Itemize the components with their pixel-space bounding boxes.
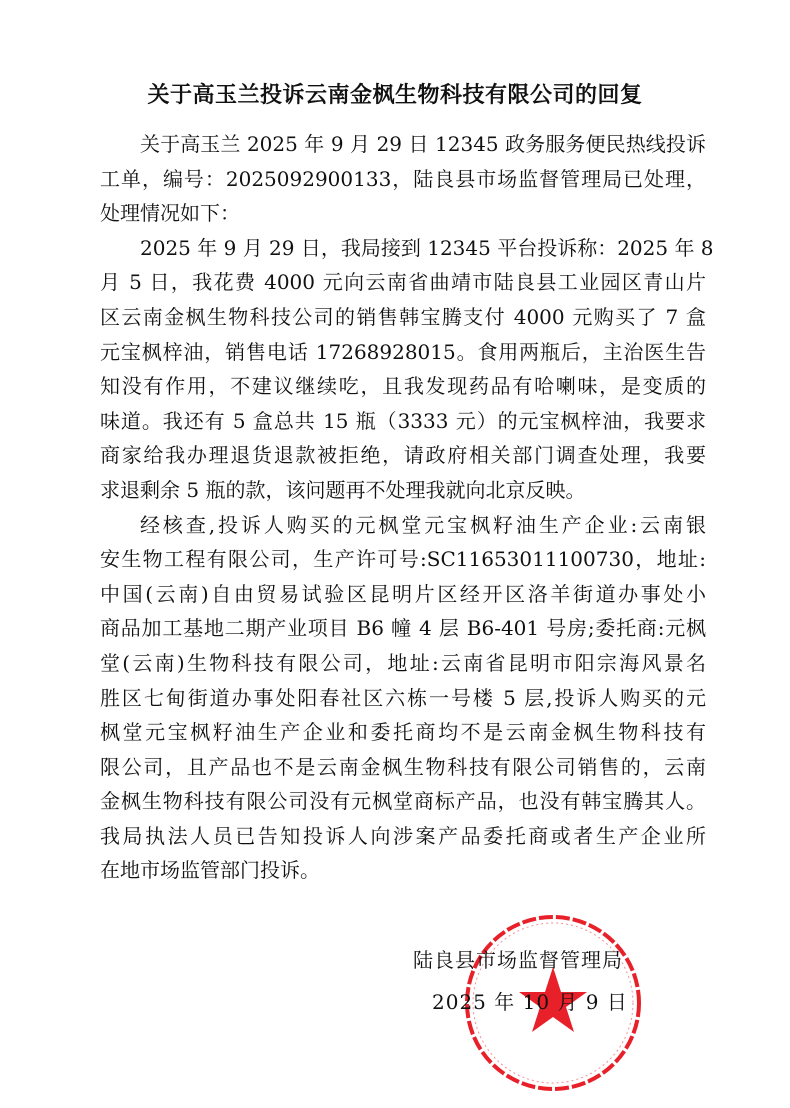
text-line: 味道。我还有 5 盒总共 15 瓶（3333 元）的元宝枫梓油，我要求 bbox=[100, 408, 706, 433]
text-line: 安生物工程有限公司，生产许可号:SC11653011100730，地址: bbox=[100, 547, 706, 572]
text-line: 限公司，且产品也不是云南金枫生物科技有限公司销售的，云南 bbox=[100, 754, 706, 779]
text-line: 工单，编号：2025092900133，陆良县市场监督管理局已处理， bbox=[100, 166, 706, 191]
text-line: 经核查,投诉人购买的元枫堂元宝枫籽油生产企业:云南银 bbox=[140, 512, 706, 537]
text-line: 商品加工基地二期产业项目 B6 幢 4 层 B6-401 号房;委托商:元枫 bbox=[100, 616, 706, 641]
signature-organization: 陆良县市场监督管理局 bbox=[413, 948, 623, 972]
text-line: 月 5 日，我花费 4000 元向云南省曲靖市陆良县工业园区青山片 bbox=[100, 270, 706, 295]
text-line: 商家给我办理退货退款被拒绝，请政府相关部门调查处理，我要 bbox=[100, 443, 706, 468]
text-line: 中国(云南)自由贸易试验区昆明片区经开区洛羊街道办事处小 bbox=[100, 581, 706, 606]
text-line: 枫堂元宝枫籽油生产企业和委托商均不是云南金枫生物科技有 bbox=[100, 720, 706, 745]
text-line: 元宝枫梓油，销售电话 17268928015。食用两瓶后，主治医生告 bbox=[100, 339, 706, 364]
document-body bbox=[100, 127, 714, 888]
text-line: 金枫生物科技有限公司没有元枫堂商标产品，也没有韩宝腾其人。 bbox=[100, 789, 706, 814]
text-line: 处理情况如下： bbox=[100, 201, 240, 226]
text-line: 堂(云南)生物科技有限公司，地址:云南省昆明市阳宗海风景名 bbox=[100, 650, 706, 675]
text-line: 2025 年 9 月 29 日，我局接到 12345 平台投诉称：2025 年 8 bbox=[140, 235, 714, 260]
signature-date: 2025 年 10 月 9 日 bbox=[432, 990, 628, 1014]
document-title: 关于高玉兰投诉云南金枫生物科技有限公司的回复 bbox=[147, 82, 643, 108]
text-line: 求退剩余 5 瓶的款，该问题再不处理我就向北京反映。 bbox=[100, 477, 586, 502]
text-line: 我局执法人员已告知投诉人向涉案产品委托商或者生产企业所 bbox=[100, 823, 706, 848]
text-line: 关于高玉兰 2025 年 9 月 29 日 12345 政务服务便民热线投诉 bbox=[140, 132, 706, 156]
text-line: 胜区七甸街道办事处阳春社区六栋一号楼 5 层,投诉人购买的元 bbox=[100, 685, 706, 710]
text-line: 在地市场监管部门投诉。 bbox=[100, 858, 320, 883]
text-line: 区云南金枫生物科技公司的销售韩宝腾支付 4000 元购买了 7 盒 bbox=[100, 304, 706, 329]
text-line: 知没有作用，不建议继续吃，且我发现药品有哈喇味，是变质的 bbox=[100, 374, 706, 399]
